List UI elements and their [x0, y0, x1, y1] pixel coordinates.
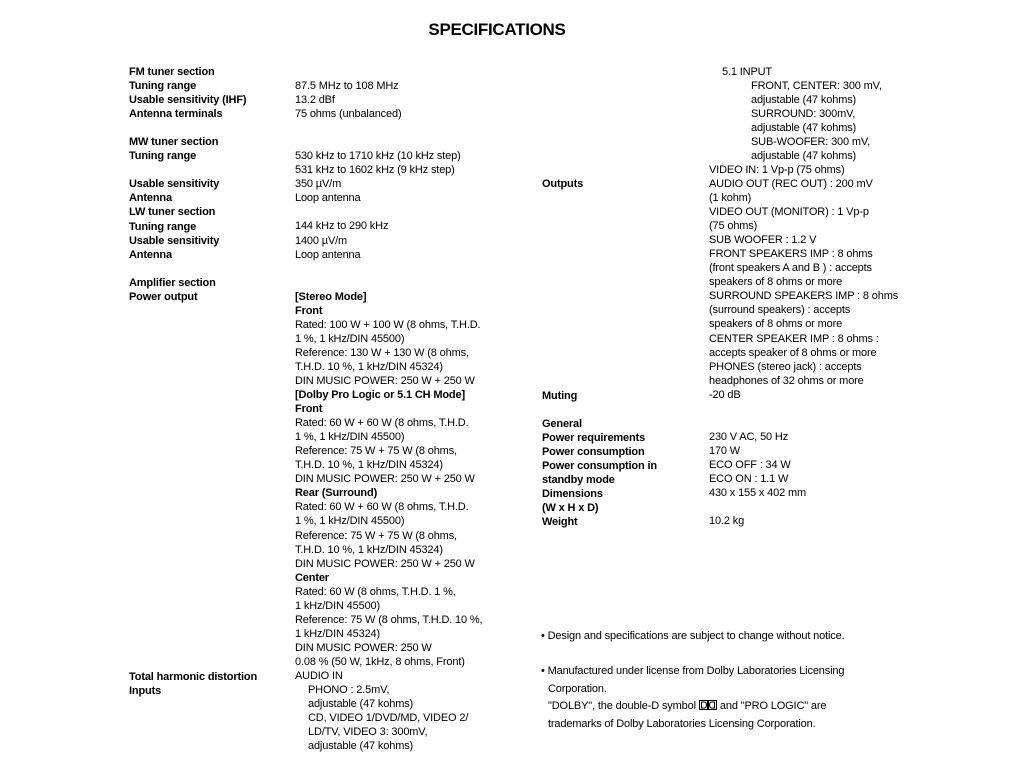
power-consumption-value: 170 W [709, 444, 741, 457]
stereo-ref-2: T.H.D. 10 %, 1 kHz/DIN 45324) [295, 360, 443, 373]
dolby-license-note [541, 663, 844, 733]
thd-label: Total harmonic distortion [129, 671, 258, 683]
right-top-inputs [709, 65, 882, 177]
rear-rated-1: Rated: 60 W + 60 W (8 ohms, T.H.D. [295, 501, 469, 514]
dolby-text-pre: "DOLBY", the double-D symbol [548, 700, 696, 712]
dolby-front-ref-2: T.H.D. 10 %, 1 kHz/DIN 45324) [295, 459, 443, 472]
dimensions-label-1: Dimensions [542, 488, 603, 501]
dolby-front-rated-2: 1 %, 1 kHz/DIN 45500) [295, 431, 405, 444]
lw-antenna-label: Antenna [129, 248, 172, 261]
cd-value-2: LD/TV, VIDEO 3: 300mV, [308, 726, 428, 739]
standby-label-1: Power consumption in [542, 460, 657, 473]
dolby-symbol-line [541, 698, 844, 716]
design-note: • Design and specifications are subject to change without notice. [541, 630, 845, 642]
amp-heading: Amplifier section [129, 276, 216, 289]
fm-antenna-label: Antenna terminals [129, 108, 223, 121]
audio-in: AUDIO IN [295, 669, 343, 682]
eco-on-value: ECO ON : 1.1 W [709, 472, 789, 485]
front-center-adjustable: adjustable (47 kohms) [751, 94, 857, 107]
stereo-din: DIN MUSIC POWER: 250 W + 250 W [295, 374, 475, 387]
right-label-column [542, 177, 583, 191]
video-out-2: (75 ohms) [709, 220, 758, 233]
dimensions-label-2: (W x H x D) [542, 502, 599, 515]
stereo-ref-1: Reference: 130 W + 130 W (8 ohms, [295, 346, 469, 359]
power-requirements-label: Power requirements [542, 432, 646, 445]
surround-imp-1: SURROUND SPEAKERS IMP : 8 ohms [709, 290, 899, 303]
center-imp-2: accepts speaker of 8 ohms or more [709, 346, 877, 359]
dimensions-value: 430 x 155 x 402 mm [709, 487, 806, 500]
mw-sensitivity-label: Usable sensitivity [129, 178, 220, 191]
manufactured-line-1: • Manufactured under license from Dolby Laboratories Licensing [541, 665, 845, 677]
dolby-front-heading: Front [295, 403, 323, 416]
front-imp-1: FRONT SPEAKERS IMP : 8 ohms [709, 248, 873, 261]
phones-2: headphones of 32 ohms or more [709, 374, 864, 387]
muting-value: -20 dB [709, 388, 741, 401]
lw-tuning-range-label: Tuning range [129, 220, 197, 233]
phono-adjustable: adjustable (47 kohms) [308, 698, 414, 711]
trademarks-line: trademarks of Dolby Laboratories Licensing Corporation. [548, 717, 816, 730]
dolby-front-din: DIN MUSIC POWER: 250 W + 250 W [295, 473, 475, 486]
input-51-heading: 5.1 INPUT [722, 66, 772, 78]
subwoofer-input: SUB-WOOFER: 300 mV, [751, 136, 870, 149]
surround-input: SURROUND: 300mV, [751, 108, 856, 121]
surround-adjustable: adjustable (47 kohms) [751, 122, 857, 135]
mw-tuning-range-label: Tuning range [129, 150, 197, 163]
subwoofer-adjustable: adjustable (47 kohms) [751, 150, 857, 163]
center-imp-1: CENTER SPEAKER IMP : 8 ohms : [709, 332, 879, 345]
dolby-front-ref-1: Reference: 75 W + 75 W (8 ohms, [295, 445, 457, 458]
right-label-column-lower [542, 389, 657, 529]
surround-imp-2: (surround speakers) : accepts [709, 304, 851, 317]
rear-rated-2: 1 %, 1 kHz/DIN 45500) [295, 515, 405, 528]
left-label-column-lower [129, 670, 257, 698]
left-label-column [129, 65, 246, 304]
rear-din: DIN MUSIC POWER: 250 W + 250 W [295, 557, 475, 570]
muting-label: Muting [542, 390, 578, 402]
lw-tuning-range-value: 144 kHz to 290 kHz [295, 220, 389, 233]
front-center-input: FRONT, CENTER: 300 mV, [751, 80, 882, 93]
front-imp-2: (front speakers A and B ) : accepts [709, 262, 872, 275]
mw-sensitivity-value: 350 µV/m [295, 178, 342, 191]
fm-sensitivity-label: Usable sensitivity (IHF) [129, 94, 247, 107]
video-out-1: VIDEO OUT (MONITOR) : 1 Vp-p [709, 206, 869, 219]
page-title: SPECIFICATIONS [428, 20, 566, 39]
dolby-double-d-icon [699, 700, 717, 710]
rear-ref-1: Reference: 75 W + 75 W (8 ohms, [295, 529, 457, 542]
fm-tuning-range-value: 87.5 MHz to 108 MHz [295, 80, 399, 92]
audio-out-1: AUDIO OUT (REC OUT) : 200 mV [709, 178, 873, 190]
left-value-column [295, 79, 482, 753]
lw-heading: LW tuner section [129, 206, 216, 219]
weight-label: Weight [542, 516, 578, 529]
power-output-label: Power output [129, 290, 198, 303]
fm-antenna-value: 75 ohms (unbalanced) [295, 108, 402, 121]
cd-value-1: CD, VIDEO 1/DVD/MD, VIDEO 2/ [308, 712, 469, 725]
dolby-front-rated-1: Rated: 60 W + 60 W (8 ohms, T.H.D. [295, 417, 469, 430]
mw-tuning-range-value-2: 531 kHz to 1602 kHz (9 kHz step) [295, 164, 455, 177]
front-imp-3: speakers of 8 ohms or more [709, 276, 843, 289]
rear-heading: Rear (Surround) [295, 487, 378, 500]
stereo-rated-2: 1 %, 1 kHz/DIN 45500) [295, 332, 405, 345]
center-ref-2: 1 kHz/DIN 45324) [295, 627, 381, 640]
stereo-rated-1: Rated: 100 W + 100 W (8 ohms, T.H.D. [295, 318, 481, 331]
weight-value: 10.2 kg [709, 515, 745, 528]
rear-ref-2: T.H.D. 10 %, 1 kHz/DIN 45324) [295, 543, 443, 556]
mw-antenna-value: Loop antenna [295, 192, 361, 205]
center-rated-2: 1 kHz/DIN 45500) [295, 599, 381, 612]
center-heading: Center [295, 571, 329, 584]
fm-heading: FM tuner section [129, 66, 215, 78]
mw-heading: MW tuner section [129, 136, 219, 149]
fm-tuning-range-label: Tuning range [129, 80, 197, 93]
center-rated-1: Rated: 60 W (8 ohms, T.H.D. 1 %, [295, 585, 456, 598]
power-consumption-label: Power consumption [542, 446, 645, 459]
phono-value: PHONO : 2.5mV, [308, 684, 390, 697]
mw-antenna-label: Antenna [129, 192, 172, 205]
stereo-front-heading: Front [295, 304, 323, 317]
power-requirements-value: 230 V AC, 50 Hz [709, 430, 789, 443]
manufactured-line-2: Corporation. [548, 682, 607, 695]
dolby-text-post: and "PRO LOGIC" are [719, 700, 827, 712]
center-ref-1: Reference: 75 W (8 ohms, T.H.D. 10 %, [295, 613, 483, 626]
lw-antenna-value: Loop antenna [295, 248, 361, 261]
cd-adjustable: adjustable (47 kohms) [308, 740, 414, 753]
outputs-label: Outputs [542, 178, 584, 190]
dolby-mode-heading: [Dolby Pro Logic or 5.1 CH Mode] [295, 389, 465, 402]
lw-sensitivity-value: 1400 µV/m [295, 234, 348, 247]
center-din: DIN MUSIC POWER: 250 W [295, 641, 432, 654]
standby-label-2: standby mode [542, 474, 615, 487]
general-heading: General [542, 418, 582, 431]
eco-off-value: ECO OFF : 34 W [709, 458, 791, 471]
lw-sensitivity-label: Usable sensitivity [129, 234, 220, 247]
sub-woofer-out: SUB WOOFER : 1.2 V [709, 234, 817, 247]
phones-1: PHONES (stereo jack) : accepts [709, 360, 862, 373]
thd-value: 0.08 % (50 W, 1kHz, 8 ohms, Front) [295, 655, 465, 668]
mw-tuning-range-value-1: 530 kHz to 1710 kHz (10 kHz step) [295, 150, 461, 163]
surround-imp-3: speakers of 8 ohms or more [709, 318, 843, 331]
right-value-column [709, 177, 898, 528]
audio-out-2: (1 kohm) [709, 192, 752, 205]
inputs-label: Inputs [129, 685, 162, 698]
stereo-mode-heading: [Stereo Mode] [295, 290, 367, 303]
video-in: VIDEO IN: 1 Vp-p (75 ohms) [709, 164, 845, 177]
fm-sensitivity-value: 13.2 dBf [295, 94, 335, 107]
